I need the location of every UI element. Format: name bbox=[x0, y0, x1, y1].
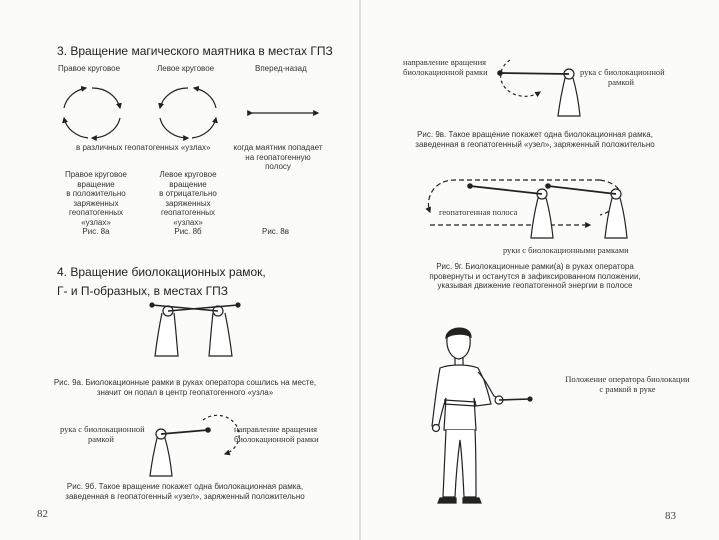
fig-9v-single-rod bbox=[498, 60, 580, 116]
nodes-caption: в различных геопатогенных «узлах» bbox=[76, 143, 211, 152]
direction-label-left: направление вращения биолокационной рамки bbox=[234, 424, 319, 444]
caption-9a: Рис. 9а. Биолокационные рамки в руках оператора сошлись на месте, значит он попал в центр геопатогенного «узла» bbox=[53, 378, 317, 397]
strip-label: геопатогенная полоса bbox=[439, 207, 518, 217]
page-number-left: 82 bbox=[37, 508, 48, 520]
hands-label: руки с биолокационными рамками bbox=[503, 245, 629, 255]
label-back-forth: Вперед-назад bbox=[255, 64, 307, 73]
hand-label-right: рука с биолокационной рамкой bbox=[580, 67, 665, 87]
caption-9b: Рис. 9б. Такое вращение покажет одна биолокационная рамка, заведенная в геопатогенный «узел», заряженный положительно bbox=[65, 482, 305, 501]
fig-8v-label: Рис. 8в bbox=[262, 227, 289, 236]
label-right-circular: Правое круговое bbox=[58, 64, 121, 73]
hand-label-left: рука с биолокационной рамкой bbox=[60, 424, 145, 444]
fig-9a-crossed-rods bbox=[150, 303, 240, 356]
operator-label: Положение оператора биолокации с рамкой в руке bbox=[565, 374, 690, 394]
back-forth-caption: когда маятник попадает на геопатогенную полосу bbox=[233, 143, 323, 171]
fig-9g-strip bbox=[428, 180, 627, 238]
fig-9b-single-rod bbox=[150, 415, 239, 476]
direction-label-right: направление вращения биолокационной рамки bbox=[403, 57, 488, 77]
section-4-heading: 4. Вращение биолокационных рамок, Г- и П-образных, в местах ГПЗ bbox=[57, 265, 266, 298]
caption-9v: Рис. 9в. Такое вращение покажет одна биолокационная рамка, заведенная в геопатогенный «узел», заряженный положительно bbox=[415, 130, 655, 149]
label-left-circular: Левое круговое bbox=[157, 64, 215, 73]
desc-left-circular: Левое круговое вращение в отрицательно заряженных геопатогенных «узлах» Рис. 8б bbox=[148, 170, 228, 237]
desc-right-circular: Правое круговое вращение в положительно заряженных геопатогенных «узлах» Рис. 8а bbox=[56, 170, 136, 237]
caption-9g: Рис. 9г. Биолокационные рамки(а) в руках оператора провернуты и останутся в зафиксированном положении, указывая движение геопатогенной энергии в полосе bbox=[429, 262, 641, 290]
fig-8b-label: Рис. 8б bbox=[174, 227, 202, 236]
fig-8a-clockwise-circle bbox=[64, 88, 120, 138]
section-3-heading: 3. Вращение магического маятника в местах ГПЗ bbox=[57, 44, 333, 58]
fig-8a-label: Рис. 8а bbox=[82, 227, 110, 236]
fig-8b-counterclockwise-circle bbox=[160, 88, 216, 138]
page-number-right: 83 bbox=[665, 510, 676, 522]
operator-figure bbox=[432, 328, 532, 503]
